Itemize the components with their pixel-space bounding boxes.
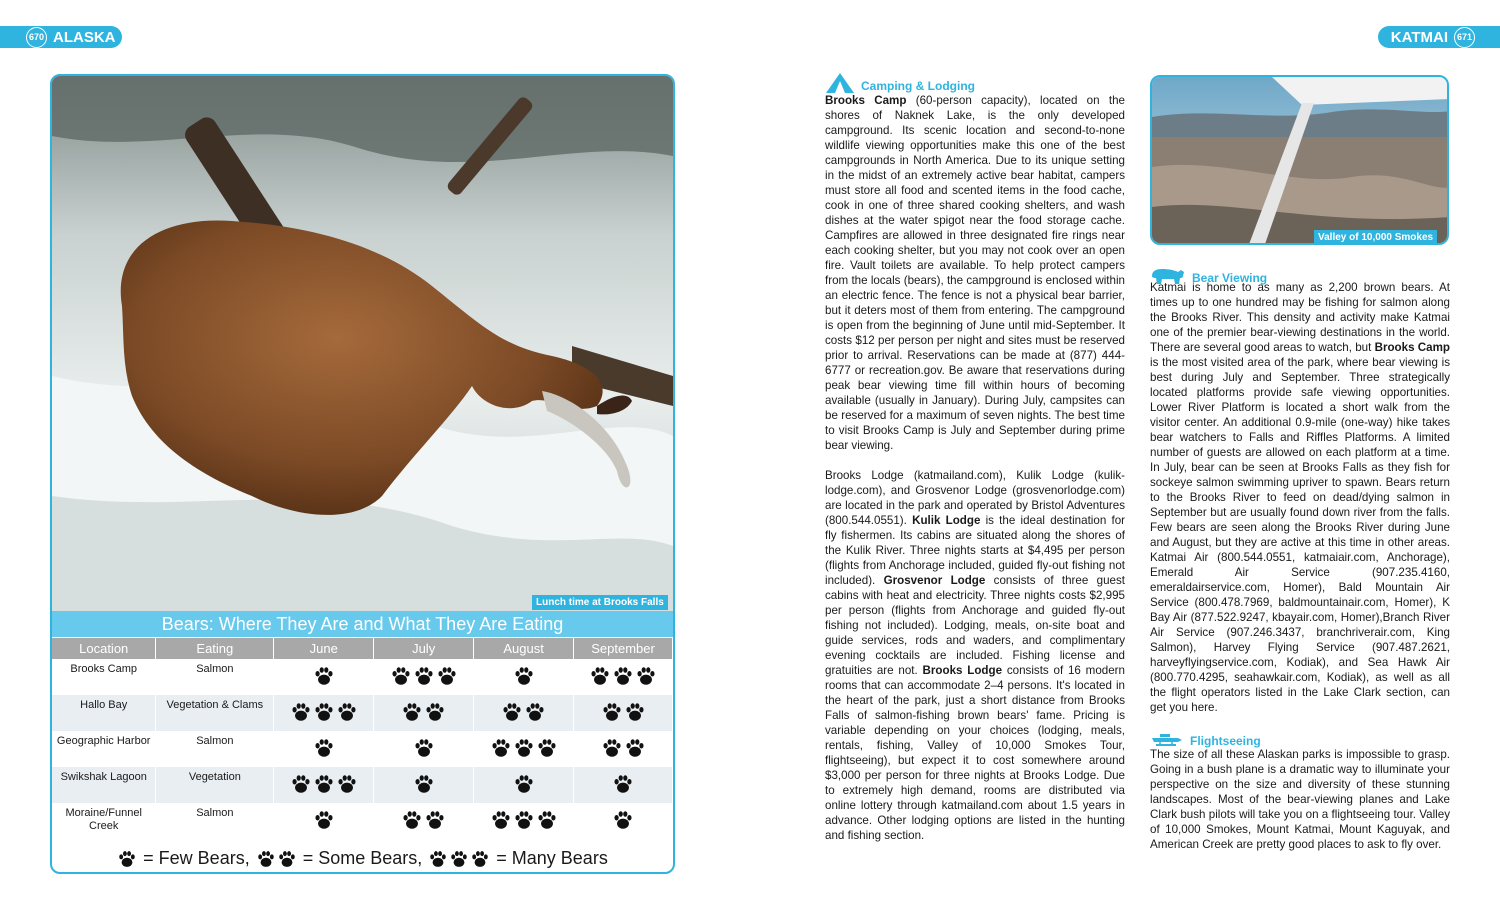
col-header-june: June [274, 638, 374, 659]
bear-table-header-row [52, 638, 673, 659]
bear-paw-icon [336, 773, 358, 795]
bear-count-paws [601, 701, 646, 723]
bear-paw-icon [256, 849, 276, 869]
bear-count-cell [274, 659, 374, 695]
bear-paw-icon [601, 701, 623, 723]
left-page-title: ALASKA [53, 28, 116, 46]
col-header-september: September [574, 638, 673, 659]
eating-cell: Vegetation [156, 767, 274, 803]
bear-paw-icon [513, 665, 535, 687]
table-row [52, 659, 673, 695]
bear-info-panel [50, 74, 675, 874]
location-cell: Geographic Harbor [52, 731, 156, 767]
col-header-eating: Eating [156, 638, 274, 659]
bear-count-cell [274, 695, 374, 731]
tent-icon [825, 72, 855, 94]
eating-cell: Vegetation & Clams [156, 695, 274, 731]
bear-paw-icon [290, 701, 312, 723]
bear-paw-icon [313, 665, 335, 687]
bear-count-paws [313, 665, 335, 687]
legend-some-label: = Some Bears, [302, 847, 423, 868]
bear-count-cell [474, 731, 574, 767]
camping-paragraph-1-text: (60-person capacity), located on the shores of Naknek Lake, is the only developed campground. Its scenic location and second-to-none wildlife viewing opportunities make this one of the best campgrounds in North America. Due to its unique setting in the midst of an extremely active bear habitat, campers must store all food and scented items in the food cache, cook in one of three shared cooking shelters, and wash dishes at the water spigot near the food storage cache. Campfires are allowed in three designated fire rings near each cooking shelter, but you may not cook over an open fire. Vault toilets are available. To help protect campers from the locals (bears), the campground is enclosed within an electric fence. The fence is not a physical bear barrier, but it deters most of them from entering. The campground is open from the beginning of June until mid-September. It costs $12 per person per night and sites must be reserved prior to arrival. Reservations can be made at (877) 444-6777 or recreation.gov. Be aware that reservations during peak bear viewing time fill within hours of becoming available (usually in January). During July, campsites can be reserved for a maximum of seven nights. The best time to visit Brooks Camp is July and September during prime bear viewing. [825, 94, 1125, 452]
bear-count-paws [290, 773, 358, 795]
bear-count-paws [413, 773, 435, 795]
legend-many-paws [428, 849, 490, 869]
lodging-text-d: consists of 16 modern rooms that can accommodate 2–4 persons. It's located in the heart of the park, just a short distance from Brooks Falls of salmon-fishing brown bears' fame. Pricing is variable depending on your choices (lodging, meals, rentals, fishing, Valley of 10,000 Smokes Tour, flightseeing), but expect it to cost somewhere around $3,000 per person for three nights at Brooks Lodge. Due to extremely high demand, rooms are distributed via online lottery through katmailand.com about 1.5 years in advance. Other lodging options are listed in the hunting and fishing section. [825, 664, 1125, 842]
bear-paw-icon [313, 773, 335, 795]
legend-few-paws [117, 849, 137, 869]
bear-count-cell [374, 695, 474, 731]
brooks-camp-bold: Brooks Camp [825, 94, 907, 107]
eating-cell: Salmon [156, 659, 274, 695]
bear-count-paws [390, 665, 458, 687]
bear-count-paws [313, 737, 335, 759]
col-header-location: Location [52, 638, 156, 659]
legend-few-label: = Few Bears, [143, 847, 250, 868]
bear-count-cell [574, 695, 673, 731]
brooks-camp-bold-2: Brooks Camp [1374, 341, 1450, 354]
camping-paragraph-2 [825, 468, 1125, 843]
bear-viewing-title: Bear Viewing [1192, 271, 1268, 285]
brooks-lodge-bold: Brooks Lodge [922, 664, 1003, 677]
bear-count-paws [601, 737, 646, 759]
left-page-number: 670 [26, 27, 47, 48]
legend-some-paws [256, 849, 297, 869]
bear-count-cell [374, 659, 474, 695]
bear-count-paws [313, 809, 335, 831]
bear-count-paws [290, 701, 358, 723]
bear-paw-icon [612, 665, 634, 687]
location-cell: Moraine/Funnel Creek [52, 803, 156, 839]
bear-paw-icon [470, 849, 490, 869]
bear-paw-icon [413, 773, 435, 795]
legend-many-label: = Many Bears [496, 847, 608, 868]
table-row [52, 695, 673, 731]
flightseeing-paragraph: The size of all these Alaskan parks is impossible to grasp. Going in a bush plane is a dramatic way to illuminate your perspective on the size and diversity of these stunning landscapes. Most of the bear-viewing planes and Lake Clark bush pilots will take you on a flightseeing tour. Valley of 10,000 Smokes, Mount Katmai, Mount Kaguyak, and American Creek are pretty good places to ask to fly over. [1150, 748, 1450, 851]
bear-count-paws [612, 809, 634, 831]
bear-count-cell [574, 767, 673, 803]
bear-paw-icon [277, 849, 297, 869]
location-cell: Swikshak Lagoon [52, 767, 156, 803]
camping-lodging-heading [825, 72, 1125, 94]
photo-caption: Lunch time at Brooks Falls [532, 595, 668, 610]
bear-count-paws [501, 701, 546, 723]
bear-paw-icon [290, 773, 312, 795]
bear-count-paws [612, 773, 634, 795]
bear-count-paws [401, 701, 446, 723]
bear-paw-icon [612, 773, 634, 795]
bear-paw-icon [513, 773, 535, 795]
bear-paw-icon [536, 809, 558, 831]
right-page-title: KATMAI [1390, 28, 1448, 46]
bear-viewing-text-b: is the most visited area of the park, where bear viewing is best during July and September. Three strategically located platforms provide safe viewing opportunities. Lower River Platform is located a short walk from the visitor center. An additional 0.9-mile (one-way) hike takes bear watchers to Falls and Riffles Platforms. A limited number of guests are allowed on each platform at a time. In July, bear can be seen at Brooks Falls as they fish for sockeye salmon swimming upriver to spawn. Bears return to the Brooks River to feed on dead/dying salmon in September but are usually found down river from the falls. Few bears are seen along the Brooks River during June and August, but they are active at this time in other areas. Katmai Air (800.544.0551, katmaiair.com, Anchorage), Emerald Air Service (907.235.4160, emeraldairservice.com, Homer), Bald Mountain Air Service (800.478.7969, baldmountainair.com, Homer), K Bay Air (877.522.9247, kbayair.com, Homer),Branch River Air Service (907.246.3437, branchriverair.com, King Salmon), Harvey Flying Service (907.487.2621, harveyflyingservice.com, Kodiak), and Sea Hawk Air (800.770.4295, seahawkair.com, Kodiak), as well as all the flight operators listed in the Lake Clark section, can get you here. [1150, 356, 1450, 714]
bear-paw-icon [490, 809, 512, 831]
bear-count-cell [574, 803, 673, 839]
bear-paw-icon [428, 849, 448, 869]
table-row [52, 803, 673, 839]
lodging-text-a: Brooks Lodge (katmailand.com), Kulik Lodge (kulik-lodge.com), and Grosvenor Lodge (grosvenorlodge.com) are located in the park and operated by Bristol Adventures (800.544.0551). [825, 469, 1125, 527]
bear-paw-icon [336, 701, 358, 723]
bear-paw-icon [524, 701, 546, 723]
bear-paw-icon [401, 701, 423, 723]
right-page-header [1378, 26, 1500, 48]
bear-table-title: Bears: Where They Are and What They Are Eating [52, 611, 673, 637]
flightseeing-section [1150, 732, 1450, 867]
bear-count-cell [474, 659, 574, 695]
camping-lodging-section [825, 72, 1125, 858]
kulik-lodge-bold: Kulik Lodge [912, 514, 981, 527]
bear-paw-icon [390, 665, 412, 687]
col-header-august: August [474, 638, 574, 659]
bear-count-paws [413, 737, 435, 759]
bear-viewing-text-a: Katmai is home to as many as 2,200 brown bears. At times up to one hundred may be fishing for salmon along the Brooks River. This density and activity make Katmai one of the premier bear-viewing destinations in the world. There are several good areas to watch, but [1150, 281, 1450, 354]
right-page-number: 671 [1454, 27, 1475, 48]
bear-paw-icon [424, 701, 446, 723]
bear-paw-icon [313, 809, 335, 831]
bear-count-cell [474, 695, 574, 731]
col-header-july: July [374, 638, 474, 659]
bear-viewing-paragraph [1150, 280, 1450, 715]
bear-count-cell [374, 731, 474, 767]
eating-cell: Salmon [156, 803, 274, 839]
aerial-photo-caption: Valley of 10,000 Smokes [1314, 230, 1437, 245]
bear-viewing-section [1150, 266, 1450, 730]
bear-paw-icon [589, 665, 611, 687]
table-row [52, 767, 673, 803]
lodging-text-c: consists of three guest cabins with heat and electricity. Three nights costs $2,995 per person (flights from Anchorage and guided fly-out fishing not included). Lodging, meals, on-site boat and guide services, rods and waders, and complimentary evening cocktails are included. Fishing license and gratuities are not. [825, 574, 1125, 677]
bear-count-paws [490, 737, 558, 759]
bear-paw-icon [501, 701, 523, 723]
bear-paw-icon [313, 701, 335, 723]
location-cell: Hallo Bay [52, 695, 156, 731]
bear-paw-icon [536, 737, 558, 759]
bear-count-paws [513, 665, 535, 687]
table-row [52, 731, 673, 767]
bear-paw-icon [401, 809, 423, 831]
bear-paw-icon [624, 737, 646, 759]
bear-paw-icon [635, 665, 657, 687]
bear-paw-icon [612, 809, 634, 831]
bear-count-paws [401, 809, 446, 831]
bear-count-paws [513, 773, 535, 795]
bear-paw-icon [413, 665, 435, 687]
bear-count-cell [574, 731, 673, 767]
bear-count-cell [374, 803, 474, 839]
bear-paw-icon [117, 849, 137, 869]
eating-cell: Salmon [156, 731, 274, 767]
bear-count-cell [274, 731, 374, 767]
bear-count-cell [274, 803, 374, 839]
bear-paw-icon [601, 737, 623, 759]
location-cell: Brooks Camp [52, 659, 156, 695]
aerial-photo [1150, 75, 1449, 245]
left-page-header [0, 26, 122, 48]
bear-count-cell [474, 767, 574, 803]
bear-count-cell [474, 803, 574, 839]
bear-paw-icon [449, 849, 469, 869]
lodging-text-b: is the ideal destination for fly fishermen. Its cabins are situated along the shores of the Kulik River. Three nights starts at $4,495 per person (flights from Anchorage included, guided fly-out fishing not included). [825, 514, 1126, 587]
bear-count-paws [589, 665, 657, 687]
bear-paw-icon [513, 737, 535, 759]
grosvenor-lodge-bold: Grosvenor Lodge [883, 574, 986, 587]
camping-lodging-title: Camping & Lodging [861, 79, 975, 93]
bear-photo [52, 76, 673, 611]
bear-paw-icon [513, 809, 535, 831]
camping-paragraph-1 [825, 93, 1125, 453]
bear-paw-icon [490, 737, 512, 759]
bear-count-cell [374, 767, 474, 803]
bear-count-cell [574, 659, 673, 695]
flightseeing-title: Flightseeing [1190, 734, 1261, 748]
bear-paw-icon [413, 737, 435, 759]
bear-table [52, 638, 673, 839]
bear-count-cell [274, 767, 374, 803]
bear-paw-icon [624, 701, 646, 723]
bear-count-paws [490, 809, 558, 831]
bear-table-legend [52, 843, 673, 873]
bear-paw-icon [424, 809, 446, 831]
bear-paw-icon [313, 737, 335, 759]
bear-paw-icon [436, 665, 458, 687]
